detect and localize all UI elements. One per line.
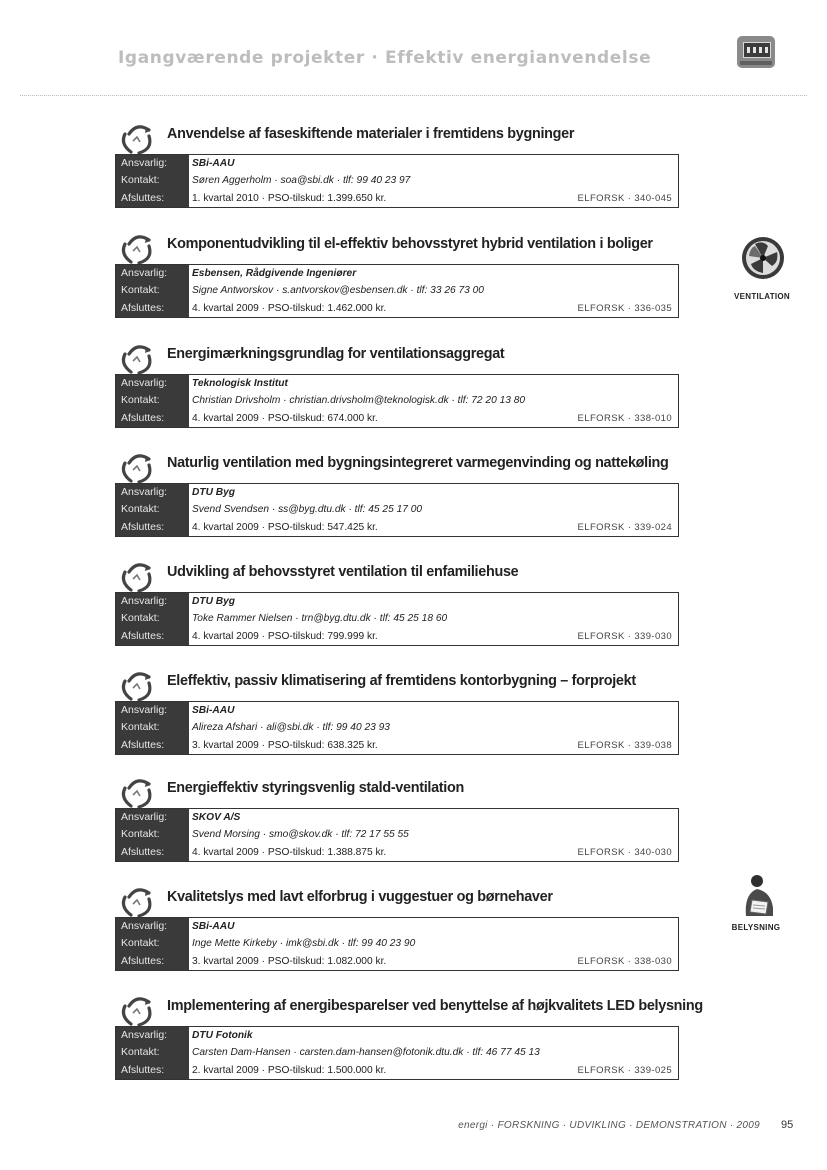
contact-value: Christian Drivsholm · christian.drivsholm@teknologisk.dk · tlf: 72 20 13 80 (192, 395, 526, 407)
responsible-label: Ansvarlig: (121, 920, 168, 932)
info-value-column (192, 155, 672, 207)
project-info-box (115, 1026, 679, 1080)
completes-label: Afsluttes: (121, 1063, 165, 1076)
project-title: Eleffektiv, passiv klimatisering af fremtidens kontorbygning – forprojekt (167, 673, 636, 689)
contact-label: Kontakt: (121, 937, 160, 950)
project-title: Udvikling af behovsstyret ventilation til enfamiliehuse (167, 564, 519, 580)
elforsk-code: ELFORSK · 339-030 (577, 630, 672, 642)
completes-label: Afsluttes: (121, 629, 165, 642)
project-title: Implementering af energibesparelser ved benyttelse af højkvalitets LED belysning (167, 998, 703, 1014)
completes-value: 4. kvartal 2009 · PSO-tilskud: 799.999 kr. (192, 630, 378, 642)
info-value-column (192, 265, 672, 317)
project-title: Energimærkningsgrundlag for ventilationsaggregat (167, 346, 505, 362)
contact-label: Kontakt: (121, 503, 160, 516)
swirl-icon (119, 776, 155, 810)
swirl-icon (119, 451, 155, 485)
contact-label: Kontakt: (121, 394, 160, 407)
completes-label: Afsluttes: (121, 738, 165, 751)
elforsk-code: ELFORSK · 339-025 (577, 1064, 672, 1076)
info-label-column (116, 155, 189, 207)
responsible-value: DTU Byg (192, 487, 236, 498)
elforsk-code: ELFORSK · 338-010 (577, 412, 672, 424)
ventilation-label: VENTILATION (733, 292, 791, 301)
swirl-icon (119, 560, 155, 594)
responsible-value: SKOV A/S (192, 812, 241, 823)
elforsk-code: ELFORSK · 339-024 (577, 521, 672, 533)
contact-value: Signe Antworskov · s.antvorskov@esbensen.dk · tlf: 33 26 73 00 (192, 285, 484, 297)
info-value-column (192, 918, 672, 970)
info-value-column (192, 1027, 672, 1079)
info-label-column (116, 918, 189, 970)
contact-value: Alireza Afshari · ali@sbi.dk · tlf: 99 40 23 93 (192, 722, 390, 734)
contact-label: Kontakt: (121, 1046, 160, 1059)
header-divider (20, 95, 807, 96)
project-info-box (115, 592, 679, 646)
responsible-value: SBi-AAU (192, 158, 235, 169)
completes-value: 4. kvartal 2009 · PSO-tilskud: 547.425 kr. (192, 521, 378, 533)
responsible-label: Ansvarlig: (121, 157, 168, 169)
responsible-label: Ansvarlig: (121, 377, 168, 389)
project-info-box (115, 483, 679, 537)
info-value-column (192, 484, 672, 536)
info-label-column (116, 375, 189, 427)
info-value-column (192, 809, 672, 861)
responsible-label: Ansvarlig: (121, 595, 168, 607)
reading-person-icon (740, 872, 778, 918)
swirl-icon (119, 232, 155, 266)
lighting-label: BELYSNING (731, 923, 781, 932)
info-value-column (192, 375, 672, 427)
elforsk-code: ELFORSK · 340-030 (577, 846, 672, 858)
contact-value: Inge Mette Kirkeby · imk@sbi.dk · tlf: 99 40 23 90 (192, 938, 416, 950)
project-title: Kvalitetslys med lavt elforbrug i vuggestuer og børnehaver (167, 889, 553, 905)
contact-value: Toke Rammer Nielsen · trn@byg.dtu.dk · tlf: 45 25 18 60 (192, 613, 448, 625)
responsible-value: SBi-AAU (192, 921, 235, 932)
project-title: Energieffektiv styringsvenlig stald-ventilation (167, 780, 464, 796)
project-title: Anvendelse af faseskiftende materialer i fremtidens bygninger (167, 126, 575, 142)
elforsk-code: ELFORSK · 338-030 (577, 955, 672, 967)
project-info-box (115, 374, 679, 428)
responsible-value: Teknologisk Institut (192, 378, 288, 389)
project-info-box (115, 154, 679, 208)
info-label-column (116, 265, 189, 317)
elforsk-code: ELFORSK · 339-038 (577, 739, 672, 751)
info-label-column (116, 809, 189, 861)
contact-label: Kontakt: (121, 828, 160, 841)
swirl-icon (119, 669, 155, 703)
completes-value: 3. kvartal 2009 · PSO-tilskud: 1.082.000 kr. (192, 955, 387, 967)
responsible-value: SBi-AAU (192, 705, 235, 716)
completes-value: 4. kvartal 2009 · PSO-tilskud: 1.462.000 kr. (192, 302, 387, 314)
contact-label: Kontakt: (121, 612, 160, 625)
footer-text: energi · FORSKNING · UDVIKLING · DEMONSTRATION · 2009 (458, 1120, 760, 1131)
info-label-column (116, 593, 189, 645)
completes-label: Afsluttes: (121, 191, 165, 204)
swirl-icon (119, 342, 155, 376)
info-label-column (116, 484, 189, 536)
responsible-value: DTU Fotonik (192, 1030, 253, 1041)
info-value-column (192, 702, 672, 754)
completes-value: 4. kvartal 2009 · PSO-tilskud: 1.388.875 kr. (192, 846, 387, 858)
responsible-label: Ansvarlig: (121, 486, 168, 498)
project-title: Komponentudvikling til el-effektiv behovsstyret hybrid ventilation i boliger (167, 236, 653, 252)
completes-label: Afsluttes: (121, 301, 165, 314)
responsible-label: Ansvarlig: (121, 267, 168, 279)
contact-value: Svend Svendsen · ss@byg.dtu.dk · tlf: 45 25 17 00 (192, 504, 423, 516)
completes-label: Afsluttes: (121, 954, 165, 967)
elforsk-code: ELFORSK · 336-035 (577, 302, 672, 314)
page-number: 95 (781, 1119, 794, 1131)
info-value-column (192, 593, 672, 645)
page-title: Igangværende projekter · Effektiv energianvendelse (118, 48, 652, 68)
completes-label: Afsluttes: (121, 520, 165, 533)
project-info-box (115, 917, 679, 971)
fan-icon (741, 236, 785, 280)
project-info-box (115, 701, 679, 755)
responsible-label: Ansvarlig: (121, 704, 168, 716)
contact-value: Søren Aggerholm · soa@sbi.dk · tlf: 99 40 23 97 (192, 175, 411, 187)
completes-label: Afsluttes: (121, 845, 165, 858)
responsible-value: DTU Byg (192, 596, 236, 607)
completes-value: 1. kvartal 2010 · PSO-tilskud: 1.399.650 kr. (192, 192, 387, 204)
responsible-label: Ansvarlig: (121, 811, 168, 823)
contact-label: Kontakt: (121, 721, 160, 734)
elforsk-code: ELFORSK · 340-045 (577, 192, 672, 204)
completes-value: 2. kvartal 2009 · PSO-tilskud: 1.500.000 kr. (192, 1064, 387, 1076)
swirl-icon (119, 122, 155, 156)
info-label-column (116, 702, 189, 754)
completes-value: 3. kvartal 2009 · PSO-tilskud: 638.325 kr. (192, 739, 378, 751)
project-info-box (115, 808, 679, 862)
contact-label: Kontakt: (121, 174, 160, 187)
contact-value: Svend Morsing · smo@skov.dk · tlf: 72 17 55 55 (192, 829, 409, 841)
project-title: Naturlig ventilation med bygningsintegreret varmegenvinding og nattekøling (167, 455, 669, 471)
meter-icon (737, 36, 775, 68)
info-label-column (116, 1027, 189, 1079)
completes-label: Afsluttes: (121, 411, 165, 424)
contact-value: Carsten Dam-Hansen · carsten.dam-hansen@fotonik.dtu.dk · tlf: 46 77 45 13 (192, 1047, 540, 1059)
contact-label: Kontakt: (121, 284, 160, 297)
project-info-box (115, 264, 679, 318)
swirl-icon (119, 885, 155, 919)
swirl-icon (119, 994, 155, 1028)
responsible-label: Ansvarlig: (121, 1029, 168, 1041)
completes-value: 4. kvartal 2009 · PSO-tilskud: 674.000 kr. (192, 412, 378, 424)
responsible-value: Esbensen, Rådgivende Ingeniører (192, 268, 357, 279)
